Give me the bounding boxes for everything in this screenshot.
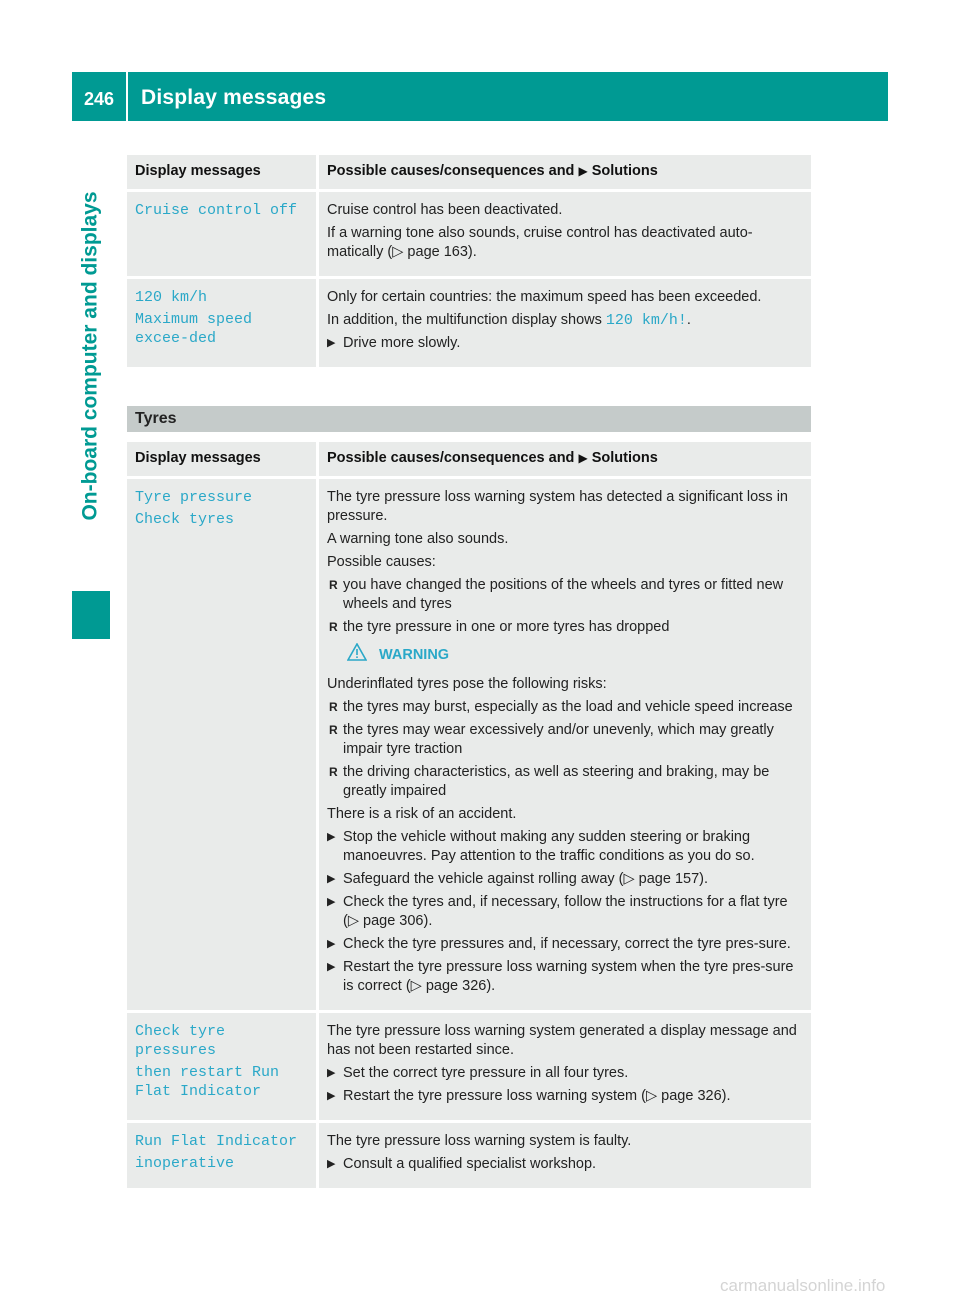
side-chapter-block [72,591,110,639]
step-text: Check the tyres and, if necessary, follow the instructions for a flat tyre (▷ page 306). [343,894,788,929]
causes-solutions-cell [319,1013,811,1120]
col-header-solutions-text: Solutions [591,163,658,179]
table-row [127,192,811,276]
display-message-cell [127,192,319,276]
display-message-inline: 120 km/h! [605,312,687,329]
instruction-step [327,1087,803,1106]
paragraph: The tyre pressure loss warning system has detected a significant loss in pressure. [327,489,788,524]
step-arrow-icon: ▶ [327,873,336,885]
paragraph: Only for certain countries: the maximum speed has been exceeded. [327,289,762,305]
instruction-step [327,1155,803,1174]
section-heading-tyres [127,406,811,432]
bullet-icon: R [329,620,338,634]
warning-label: WARNING [379,646,450,663]
display-message-cell [127,1013,319,1120]
col-header-causes [319,442,811,476]
display-message-text: Run Flat Indicator [135,1133,298,1150]
step-arrow-icon: ▶ [327,1090,336,1102]
tyres-messages-table [127,439,811,1191]
display-message-text: 120 km/h [135,289,208,306]
display-message-text: Check tyres [135,511,235,528]
display-message-text: Cruise control off [135,202,298,219]
bullet-text: the tyre pressure in one or more tyres has dropped [343,619,670,635]
watermark: carmanualsonline.info [720,1276,886,1295]
step-text: Drive more slowly. [343,335,461,351]
display-message-text: Maximum speed excee‐ded [135,311,253,347]
paragraph: The tyre pressure loss warning system is faulty. [327,1133,632,1149]
table-body [127,479,811,1188]
display-message-cell [127,279,319,367]
instruction-step [327,935,803,954]
table-header-row [127,155,811,189]
causes-solutions-cell [319,279,811,367]
paragraph-text: In addition, the multifunction display shows [327,312,606,328]
step-text: Check the tyre pressures and, if necessary, correct the tyre pres-sure. [343,936,791,952]
paragraph-text: . [686,312,691,328]
bullet-icon: R [329,700,338,714]
bullet-text: the tyres may wear excessively and/or unevenly, which may greatly impair tyre traction [343,722,774,757]
step-arrow-icon: ▶ [327,1158,336,1170]
step-arrow-icon: ▶ [327,337,336,349]
bullet-text: the tyres may burst, especially as the load and vehicle speed increase [343,699,793,715]
table-body [127,192,811,367]
bullet-item [327,618,803,637]
step-text: Safeguard the vehicle against rolling away (▷ page 157). [343,871,709,887]
paragraph: If a warning tone also sounds, cruise control has deactivated auto-matically (▷ page 163). [327,225,753,260]
step-text: Stop the vehicle without making any sudden steering or braking manoeuvres. Pay attention to the traffic conditions as you do so. [343,829,755,864]
side-chapter-text: On-board computer and displays [79,191,102,521]
table-row [127,279,811,367]
paragraph: Cruise control has been deactivated. [327,202,563,218]
paragraph: Underinflated tyres pose the following risks: [327,676,607,692]
instruction-step [327,870,803,889]
instruction-step [327,828,803,866]
display-messages-table [127,152,811,370]
col-header-causes-text: Possible causes/consequences and [327,450,575,466]
step-arrow-icon: ▶ [327,1067,336,1079]
bullet-item [327,576,803,614]
col-header-solutions-text: Solutions [591,450,658,466]
col-header-messages: Display messages [127,155,319,189]
bullet-text: you have changed the positions of the wheels and tyres or fitted new wheels and tyres [343,577,784,612]
warning-triangle-icon [347,643,367,667]
step-arrow-icon: ▶ [327,831,336,843]
instruction-step [327,958,803,996]
table-row [127,1013,811,1120]
bullet-icon: R [329,765,338,779]
bullet-text: the driving characteristics, as well as steering and braking, may be greatly impaired [343,764,770,799]
col-header-messages: Display messages [127,442,319,476]
solutions-arrow-icon: ▶ [578,164,588,178]
page-header [72,72,888,121]
paragraph: Possible causes: [327,554,436,570]
step-arrow-icon: ▶ [327,896,336,908]
step-text: Set the correct tyre pressure in all four tyres. [343,1065,629,1081]
table-row [127,479,811,1010]
instruction-step [327,334,803,353]
bullet-item [327,721,803,759]
instruction-step [327,893,803,931]
solutions-arrow-icon: ▶ [578,451,588,465]
display-message-text: then restart Run Flat Indicator [135,1064,280,1100]
bullet-icon: R [329,578,338,592]
col-header-causes [319,155,811,189]
side-chapter-label [72,121,110,591]
display-message-text: Tyre pressure [135,489,253,506]
display-message-cell [127,479,319,1010]
display-message-text: inoperative [135,1155,235,1172]
step-text: Restart the tyre pressure loss warning system (▷ page 326). [343,1088,731,1104]
section-title: Tyres [135,410,177,427]
paragraph: The tyre pressure loss warning system generated a display message and has not been restarted since. [327,1023,797,1058]
paragraph: A warning tone also sounds. [327,531,509,547]
page-number: 246 [84,89,115,109]
step-text: Consult a qualified specialist workshop. [343,1156,597,1172]
bullet-item [327,763,803,801]
bullet-icon: R [329,723,338,737]
step-arrow-icon: ▶ [327,938,336,950]
page-title: Display messages [141,86,327,109]
display-message-text: Check tyre pressures [135,1023,226,1059]
table-header-row [127,442,811,476]
paragraph: There is a risk of an accident. [327,806,517,822]
display-message-cell [127,1123,319,1188]
paragraph [327,311,803,330]
bullet-item [327,698,803,717]
step-arrow-icon: ▶ [327,961,336,973]
warning-notice [347,643,803,667]
table-row [127,1123,811,1188]
causes-solutions-cell [319,192,811,276]
col-header-causes-text: Possible causes/consequences and [327,163,575,179]
causes-solutions-cell [319,1123,811,1188]
instruction-step [327,1064,803,1083]
header-divider [126,72,128,121]
step-text: Restart the tyre pressure loss warning system when the tyre pres-sure is correct (▷ page 326). [343,959,794,994]
causes-solutions-cell [319,479,811,1010]
page-content [127,155,811,1188]
